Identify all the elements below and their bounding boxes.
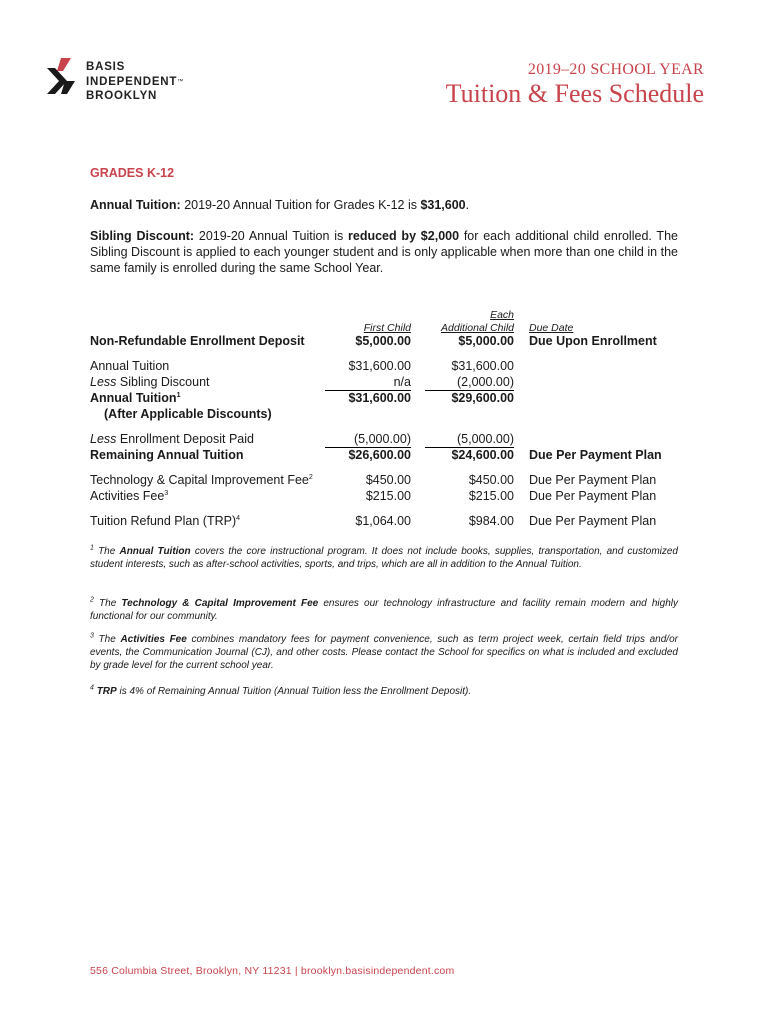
table-row: Activities Fee$^3$ $215.00 $215.00 Due Per Payment Plan (90, 489, 657, 503)
section-title: GRADES K-12 (90, 166, 175, 180)
fee-table (90, 307, 678, 529)
basis-logo-icon (47, 58, 79, 104)
table-row: Technology & Capital Improvement Fee$^2$ $450.00 $450.00 Due Per Payment Plan (90, 473, 657, 487)
table-row: Less Enrollment Deposit Paid (5,000.00) (5,000.00) (90, 432, 514, 446)
col-additional-child: Additional Child (441, 322, 514, 334)
table-row: Annual Tuition$^1$ $31,600.00 $29,600.00 (90, 391, 514, 405)
school-year-label: 2019–20 SCHOOL YEAR (527, 61, 704, 78)
footnote-3: $^3$ The Activities Fee combines mandatory fees for payment convenience, such as term project week, certain field trips and/or events, the Communication Journal (CJ), and other costs. Please contact the School for specifics on what is included and excluded by grade level for the current school year. (90, 632, 678, 671)
footnote-2: $^2$ The Technology & Capital Improvement Fee ensures our technology infrastructure and facility remain modern and highly functional for our community. (90, 596, 678, 622)
footer-address: 556 Columbia Street, Brooklyn, NY 11231 | brooklyn.basisindependent.com (90, 965, 455, 977)
footnote-4: $^4$ TRP is 4% of Remaining Annual Tuition (Annual Tuition less the Enrollment Deposit). (90, 684, 472, 697)
table-header-row-1: Each (490, 309, 514, 321)
table-row: (After Applicable Discounts) (104, 407, 272, 421)
table-row: Tuition Refund Plan (TRP)$^4$ $1,064.00 $984.00 Due Per Payment Plan (90, 514, 657, 528)
table-row: Less Sibling Discount n/a (2,000.00) (90, 375, 514, 389)
col-first-child: First Child (363, 322, 411, 334)
table-row: Remaining Annual Tuition $26,600.00 $24,600.00 Due Per Payment Plan (90, 448, 662, 462)
table-row: Annual Tuition $31,600.00 $31,600.00 (90, 359, 514, 373)
logo-wordmark: BASIS INDEPENDENT™ BROOKLYN (86, 61, 185, 102)
table-row: Non-Refundable Enrollment Deposit $5,000.00 $5,000.00 Due Upon Enrollment (90, 334, 657, 348)
annual-tuition-paragraph: Annual Tuition: 2019-20 Annual Tuition for Grades K-12 is $31,600. (90, 198, 470, 212)
sibling-discount-paragraph: Sibling Discount: 2019-20 Annual Tuition is reduced by $2,000 for each additional child enrolled. The Sibling Discount is applied to each younger student and is only applicable when more than one child in the same family is enrolled during the same School Year. (90, 229, 678, 275)
col-due-date: Due Date (529, 322, 574, 334)
footnote-1: $^1$ The Annual Tuition covers the core instructional program. It does not include books, supplies, transportation, and customized student interests, such as after-school activities, sports, and trips, which are all in addition to the Annual Tuition. (90, 544, 678, 570)
school-logo (47, 58, 207, 108)
document-title: Tuition & Fees Schedule (445, 79, 704, 108)
